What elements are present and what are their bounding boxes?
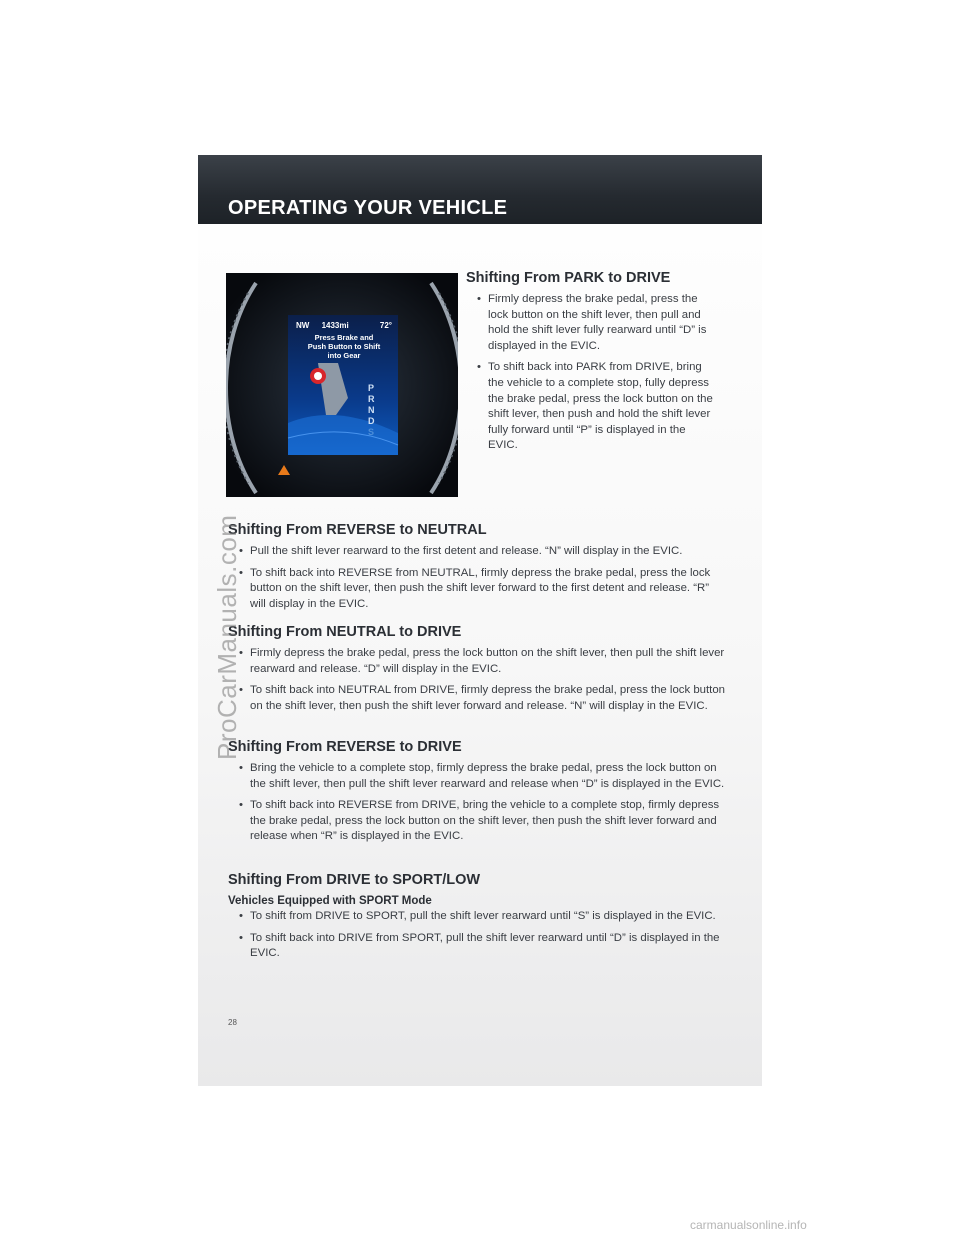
bullet-item: • Bring the vehicle to a complete stop, firmly depress the brake pedal, press the lock button on the shift lever, then pull the shift lever rearward and release when “D” is displayed in the EVIC.: [228, 761, 728, 792]
bullet-item: • To shift back into NEUTRAL from DRIVE, firmly depress the brake pedal, press the lock button on the shift lever, then push the shift lever forward and release. “N” will display in the EVIC.: [228, 683, 728, 714]
odometer-reading: 1433mi: [321, 321, 349, 330]
bullet-item: • To shift back into REVERSE from NEUTRAL, firmly depress the brake pedal, press the lock button on the shift lever, then push the shift lever forward to the first detent and release. “R” will display in the EVIC.: [228, 566, 728, 613]
gear-n: N: [368, 405, 375, 415]
evic-status-line: [296, 321, 392, 330]
compass-heading: NW: [296, 321, 310, 330]
section-heading: Shifting From REVERSE to DRIVE: [228, 739, 462, 755]
evic-message-line3: into Gear: [327, 351, 361, 360]
temperature-reading: 72°: [379, 321, 392, 330]
bullet-item: • To shift from DRIVE to SPORT, pull the shift lever rearward until “S” is displayed in the EVIC.: [228, 909, 728, 925]
bullet-list: [228, 646, 728, 714]
section-park-to-drive: [466, 270, 718, 454]
evic-message-line1: Press Brake and: [314, 333, 374, 342]
bullet-item: • Pull the shift lever rearward to the first detent and release. “N” will display in the EVIC.: [228, 544, 728, 560]
evic-message-line2: Push Button to Shift: [307, 342, 381, 351]
bullet-list: [228, 761, 728, 845]
bullet-item: • To shift back into PARK from DRIVE, bring the vehicle to a complete stop, fully depress the brake pedal, press the lock button on the shift lever, then push and hold the shift lever fully forward until “P” is displayed in the EVIC.: [466, 360, 718, 454]
manual-page: [198, 155, 762, 1086]
evic-message: [294, 333, 394, 360]
header-title: OPERATING YOUR VEHICLE: [228, 197, 508, 219]
section-subheading: Vehicles Equipped with SPORT Mode: [228, 895, 432, 907]
bullet-item: • To shift back into DRIVE from SPORT, pull the shift lever rearward until “D” is displayed in the EVIC.: [228, 931, 728, 962]
section-neutral-to-drive: [228, 624, 728, 714]
site-mark: carmanualsonline.info: [690, 1218, 807, 1232]
section-heading: Shifting From PARK to DRIVE: [466, 270, 671, 286]
bullet-list: [228, 909, 728, 962]
section-header: [198, 155, 762, 224]
gear-d: D: [368, 416, 375, 426]
page-number: 28: [228, 1018, 237, 1027]
bullet-item: • Firmly depress the brake pedal, press the lock button on the shift lever, then pull the shift lever rearward and release. “D” will display in the EVIC.: [228, 646, 728, 677]
section-heading: Shifting From DRIVE to SPORT/LOW: [228, 872, 481, 888]
watermark: ProCarManuals.com: [212, 514, 242, 760]
gear-s: S: [368, 427, 375, 437]
section-heading: Shifting From REVERSE to NEUTRAL: [228, 522, 487, 538]
gear-p: P: [368, 383, 375, 393]
section-reverse-to-drive: [228, 739, 728, 845]
bullet-list: [228, 544, 728, 612]
section-heading: Shifting From NEUTRAL to DRIVE: [228, 624, 462, 640]
section-drive-to-sport: [228, 872, 728, 962]
bullet-item: • To shift back into REVERSE from DRIVE, bring the vehicle to a complete stop, firmly depress the brake pedal, press the lock button on the shift lever, then push the shift lever forward and release when “R” is displayed in the EVIC.: [228, 798, 728, 845]
evic-display-illustration: [226, 273, 458, 497]
gear-indicator: [368, 383, 375, 438]
gear-r: R: [368, 394, 375, 404]
bullet-list: [466, 292, 718, 454]
bullet-item: • Firmly depress the brake pedal, press the lock button on the shift lever, then pull and hold the shift lever fully rearward until “D” is displayed in the EVIC.: [466, 292, 718, 354]
section-reverse-to-neutral: [228, 522, 728, 612]
evic-display-photo: [226, 273, 458, 497]
